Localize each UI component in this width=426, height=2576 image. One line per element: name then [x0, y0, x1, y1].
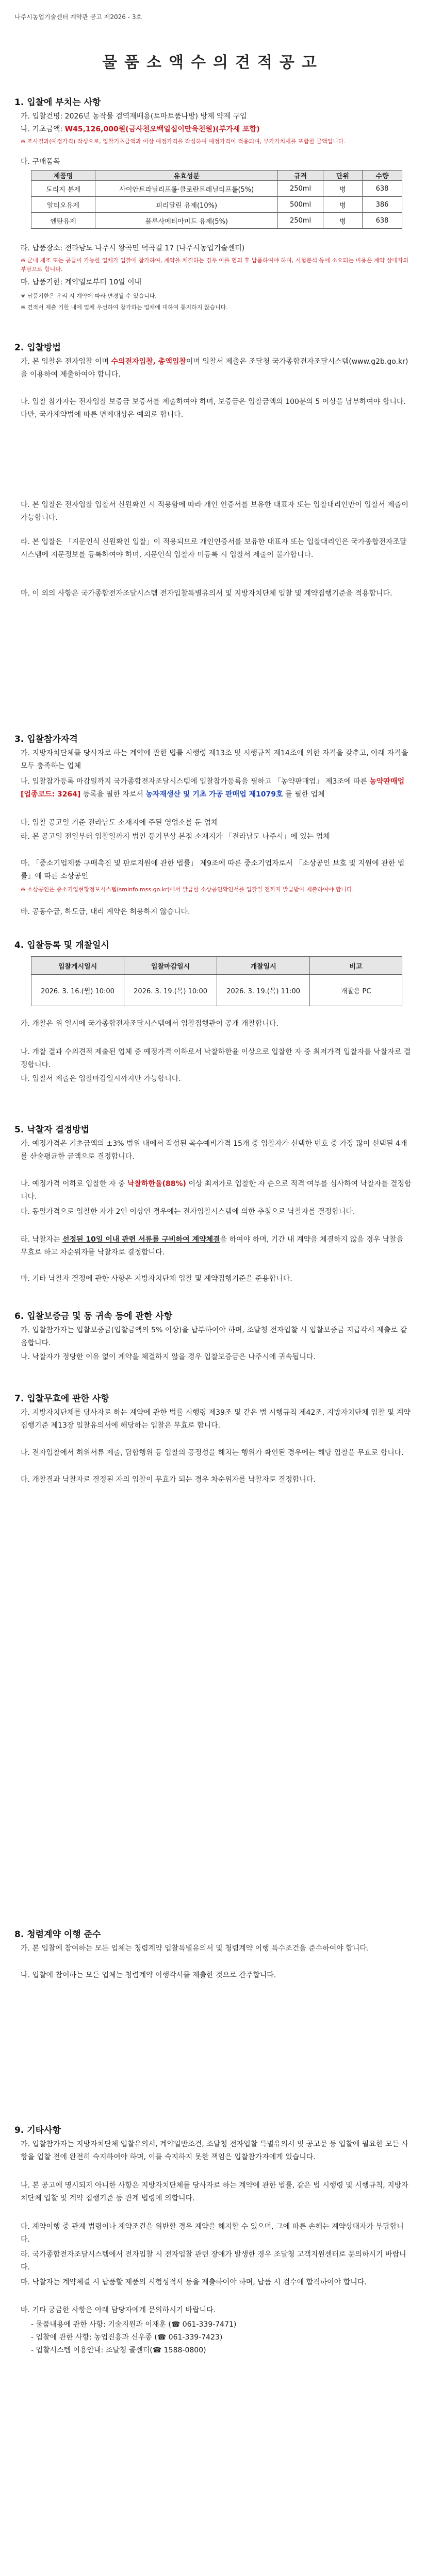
items-table: [31, 170, 402, 229]
section-7-heading: 7. 입찰무효에 관한 사항: [14, 1394, 109, 1404]
table-header: 입찰게시일시: [31, 957, 124, 975]
table-header: 개찰일시: [217, 957, 310, 975]
table-cell: 250ml: [278, 181, 323, 197]
section-6-heading: 6. 입찰보증금 및 동 귀속 등에 관한 사항: [14, 1311, 173, 1321]
contact-2: - 입찰에 관한 사항: 농업진흥과 신우종 (☎ 061-339-7423): [31, 2333, 223, 2342]
integrity-na: 나. 입찰에 참여하는 모든 업체는 청렴계약 이행각서를 제출한 것으로 간주합니다.: [21, 1971, 276, 1979]
table-header: 비고: [310, 957, 402, 975]
base-amount-note: ※ 조사결과(예정가격) 작성으로, 입찰기초금액과 이상 예정가격을 작성하여 예정가격이 적용되며, 부가가치세를 포함한 금액입니다.: [21, 138, 346, 145]
award-na: 나. 예정가격 이하로 입찰한 자 중 낙찰하한율(88%) 이상 최저가로 입찰한 자 순으로 적격 여부를 심사하여 낙찰자를 결정합니다.: [21, 1180, 412, 1201]
table-cell: 2026. 3. 19.(목) 11:00: [217, 975, 310, 1006]
schedule-na: 나. 개찰 결과 수의견적 제출된 업체 중 예정가격 이하로서 낙찰하한율 이상으로 입찰한 자 중 최저가격 입찰자를 낙찰자로 결정합니다.: [21, 1048, 411, 1069]
table-cell: 638: [363, 213, 402, 229]
table-row: [31, 181, 402, 197]
contact-3: - 입찰시스템 이용안내: 조달청 콜센터(☎ 1588-0800): [31, 2346, 206, 2354]
table-cell: 사이안트라닐리프롤·클로란트레닐리프롤(5%): [95, 181, 278, 197]
schedule-da: 다. 입찰서 제출은 입찰마감일시까지만 가능합니다.: [21, 1075, 181, 1083]
table-cell: 500ml: [278, 197, 323, 213]
table-cell: 병: [323, 181, 362, 197]
award-ma: 마. 기타 낙찰자 결정에 관한 사항은 지방자치단체 입찰 및 계약집행기준을 준용합니다.: [21, 1275, 292, 1283]
table-header: 제품명: [31, 171, 95, 181]
deposit-ga: 가. 입찰참가자는 입찰보증금(입찰금액의 5% 이상)을 납부하여야 하며, 조달청 전자입찰 시 입찰보증금 지급각서 제출로 갈음합니다.: [21, 1326, 407, 1347]
table-cell: 250ml: [278, 213, 323, 229]
section-2-heading: 2. 입찰방법: [14, 343, 61, 353]
invalid-da: 다. 개찰결과 낙찰자로 결정된 자의 입찰이 무효가 되는 경우 차순위자를 낙찰자로 결정합니다.: [21, 1476, 316, 1484]
section-8-heading: 8. 청렴계약 이행 준수: [14, 1929, 101, 1940]
qualification-na: 나. 입찰참가등록 마감일까지 국가종합전자조달시스템에 입찰참가등록을 필하고 「농약판매업」 제3조에 따른 농약판매업[업종코드: 3264] 등록을 필한 자로서 농자재생산 및 기초 가공 판매업 제1079호 를 필한 업체: [21, 777, 405, 799]
schedule-table: [31, 956, 402, 1006]
table-cell: 플루사메티아미드 유제(5%): [95, 213, 278, 229]
bid-method-ma: 마. 이 외의 사항은 국가종합전자조달시스템 전자입찰특별유의서 및 지방자치단체 입찰 및 계약집행기준을 적용합니다.: [21, 589, 392, 598]
bid-method-da: 다. 본 입찰은 전자입찰 입찰서 신원확인 시 적용함에 따라 개인 인증서를 보유한 대표자 또는 입찰대리인만이 입찰서 제출이 가능합니다.: [21, 501, 408, 522]
table-row: [31, 197, 402, 213]
table-cell: 개찰용 PC: [310, 975, 402, 1006]
page-title: 물품소액수의견적공고: [102, 54, 324, 72]
qualification-da: 다. 입찰 공고일 기준 전라남도 소재지에 주된 영업소를 둔 업체: [21, 819, 218, 827]
contact-1: - 물품내용에 관한 사항: 기술지원과 이재훈 (☎ 061-339-7471): [31, 2320, 237, 2329]
table-row: [31, 975, 402, 1006]
award-ga: 가. 예정가격은 기초금액의 ±3% 범위 내에서 작성된 복수예비가격 15개 중 입찰자가 선택한 번호 중 가장 많이 선택된 4개를 산술평균한 금액으로 결정합니다.: [21, 1140, 407, 1161]
item-name: 가. 입찰건명: 2026년 농작물 검역재배용(토마토품나방) 방제 약제 구입: [21, 112, 247, 121]
business-type: 농자재생산 및 기초 가공 판매업 제1079호: [145, 790, 283, 799]
integrity-ga: 가. 본 입찰에 참여하는 모든 업체는 청렴계약 입찰특별유의서 및 청렴계약 이행 특수조건을 준수하여야 합니다.: [21, 1944, 369, 1953]
table-cell: 638: [363, 181, 402, 197]
schedule-ga: 가. 개찰은 위 일시에 국가종합전자조달시스템에서 입찰집행관이 공개 개찰합니다.: [21, 1020, 278, 1028]
base-amount-value: ₩45,126,000원(금사천오백일십이만육천원)(부가세 포함): [64, 125, 260, 133]
table-header: 규격: [278, 171, 323, 181]
misc-da: 다. 계약이행 중 관계 법령이나 계약조건을 위반할 경우 계약을 해지할 수 있으며, 그에 따른 손해는 계약상대자가 부담합니다.: [21, 2223, 404, 2244]
table-cell: 알티오유제: [31, 197, 95, 213]
delivery-deadline: 마. 납품기한: 계약일로부터 10일 이내: [21, 278, 142, 286]
misc-ra: 라. 국가종합전자조달시스템에서 전자입찰 시 전자입찰 관련 장애가 발생한 경우 조달청 고객지원센터로 문의하시기 바랍니다.: [21, 2250, 406, 2272]
notice-number: 나주시농업기술센터 계약관 공고 제2026 - 3호: [14, 13, 142, 21]
table-row: [31, 213, 402, 229]
section-3-heading: 3. 입찰참가자격: [14, 734, 78, 744]
table-header-row: [31, 171, 402, 181]
table-header: 단위: [323, 171, 362, 181]
table-cell: 엔탄유제: [31, 213, 95, 229]
table-cell: 386: [363, 197, 402, 213]
lower-limit-rate: 낙찰하한율(88%): [127, 1180, 186, 1188]
section-9-heading: 9. 기타사항: [14, 2125, 61, 2136]
table-cell: 병: [323, 197, 362, 213]
bid-method-na: 나. 입찰 참가자는 전자입찰 보증금 보증서를 제출하여야 하며, 보증금은 입찰금액의 100분의 5 이상을 납부하여야 합니다. 다만, 국가계약법에 따른 면제대상은 예외로 합니다.: [21, 398, 406, 419]
qualification-ga: 가. 지방자치단체를 당사자로 하는 계약에 관한 법률 시행령 제13조 및 시행규칙 제14조에 의한 자격을 갖추고, 아래 자격을 모두 충족하는 업체: [21, 749, 408, 770]
qualification-ba: 바. 공동수급, 하도급, 대리 계약은 허용하지 않습니다.: [21, 908, 190, 916]
table-header: 수량: [363, 171, 402, 181]
deadline-note-2: ※ 견적서 제출 기한 내에 업체 우선하여 참가하는 업체에 대하여 통지하지 않습니다.: [21, 304, 228, 311]
invalid-na: 나. 전자입찰에서 허위서류 제출, 담합행위 등 입찰의 공정성을 해치는 행위가 확인된 경우에는 해당 입찰을 무효로 합니다.: [21, 1449, 404, 1457]
bid-method-ra: 라. 본 입찰은 「지문인식 신원확인 입찰」이 적용되므로 개인인증서를 보유한 대표자 또는 입찰대리인은 국가종합전자조달시스템에 지문정보를 등록하여야 하며, 지문인식 입찰자 미등록 시 입찰서 제출이 불가합니다.: [21, 538, 407, 559]
deposit-na: 나. 낙찰자가 정당한 이유 없이 계약을 체결하지 않을 경우 입찰보증금은 나주시에 귀속됩니다.: [21, 1353, 316, 1361]
section-5-heading: 5. 낙찰자 결정방법: [14, 1125, 90, 1135]
qualification-ra: 라. 본 공고일 전일부터 입찰일까지 법인 등기부상 본점 소재지가 「전라남도 나주시」에 있는 업체: [21, 833, 330, 841]
invalid-ga: 가. 지방자치단체를 당사자로 하는 계약에 관한 법률 시행령 제39조 및 같은 법 시행규칙 제42조, 지방자치단체 입찰 및 계약 집행기준 제13장 입찰유의서에 해당하는 입찰은 무효로 합니다.: [21, 1409, 411, 1430]
base-amount: 나. 기초금액: ₩45,126,000원(금사천오백일십이만육천원)(부가세 포함): [21, 125, 260, 133]
table-header: 유효성분: [95, 171, 278, 181]
table-cell: 2026. 3. 19.(목) 10:00: [124, 975, 217, 1006]
table-cell: 2026. 3. 16.(월) 10:00: [31, 975, 124, 1006]
purchase-items-label: 다. 구매품목: [21, 158, 60, 166]
delivery-note: ※ 군내 제조 또는 공급이 가능한 업체가 입찰에 참가하여, 계약을 체결하는 경우 이를 협의 후 납품하여야 하며, 시험분석 등에 소요되는 비용은 계약 상대자의 부담으로 합니다.: [21, 257, 408, 273]
misc-ba: 바. 기타 궁금한 사항은 아래 담당자에게 문의하시기 바랍니다.: [21, 2306, 216, 2314]
table-cell: 도리지 분제: [31, 181, 95, 197]
misc-ma: 마. 낙찰자는 계약체결 시 납품할 제품의 시험성적서 등을 제출하여야 하며, 납품 시 검수에 합격하여야 합니다.: [21, 2278, 367, 2286]
bid-type: 수의전자입찰, 총액입찰: [111, 358, 186, 366]
bid-method-ga: 가. 본 입찰은 전자입찰 이며 수의전자입찰, 총액입찰이며 입찰서 제출은 조달청 국가종합전자조달시스템(www.g2b.go.kr)을 이용하여 제출하여야 합니다.: [21, 358, 408, 379]
misc-ga: 가. 입찰참가자는 지방자치단체 입찰유의서, 계약일반조건, 조달청 전자입찰 특별유의서 및 공고문 등 입찰에 필요한 모든 사항을 입찰 전에 완전히 숙지하여야 하며, 이를 숙지하지 못한 책임은 입찰참가자에게 있습니다.: [21, 2140, 408, 2161]
award-ra: 라. 낙찰자는 선정된 10일 이내 관련 서류를 구비하여 계약체결을 하여야 하며, 기간 내 계약을 체결하지 않을 경우 낙찰을 무효로 하고 차순위자를 낙찰자로 결정합니다.: [21, 1235, 404, 1257]
section-1-heading: 1. 입찰에 부치는 사항: [14, 97, 101, 108]
contract-deadline: 선정된 10일 이내 관련 서류를 구비하여 계약체결: [62, 1235, 220, 1244]
qualification-ma: 마. 「중소기업제품 구매촉진 및 판로지원에 관한 법률」 제9조에 따른 중소기업자로서 「소상공인 보호 및 지원에 관한 법률」에 따른 소상공인: [21, 859, 405, 880]
section-4-heading: 4. 입찰등록 및 개찰일시: [14, 940, 109, 951]
business-code: 농약판매업[업종코드: 3264]: [21, 777, 405, 799]
deadline-note-1: ※ 납품기한은 우리 시 계약에 따라 변경될 수 있습니다.: [21, 293, 157, 299]
award-da: 다. 동일가격으로 입찰한 자가 2인 이상인 경우에는 전자입찰시스템에 의한 추첨으로 낙찰자를 결정합니다.: [21, 1208, 355, 1216]
table-cell: 피리달린 유제(10%): [95, 197, 278, 213]
delivery-place: 라. 납품장소: 전라남도 나주시 왕곡면 덕곡길 17 (나주시농업기술센터): [21, 244, 245, 252]
qualification-note: ※ 소상공인은 중소기업현황정보시스템(sminfo.mss.go.kr)에서 발급한 소상공인확인서를 입찰일 전까지 발급받아 제출하여야 합니다.: [21, 886, 354, 893]
misc-na: 나. 본 공고에 명시되지 아니한 사항은 지방자치단체를 당사자로 하는 계약에 관한 법률, 같은 법 시행령 및 시행규칙, 지방자치단체 입찰 및 계약 집행기준 등 관계 법령에 의합니다.: [21, 2181, 408, 2202]
table-cell: 병: [323, 213, 362, 229]
table-header: 입찰마감일시: [124, 957, 217, 975]
table-header-row: [31, 957, 402, 975]
